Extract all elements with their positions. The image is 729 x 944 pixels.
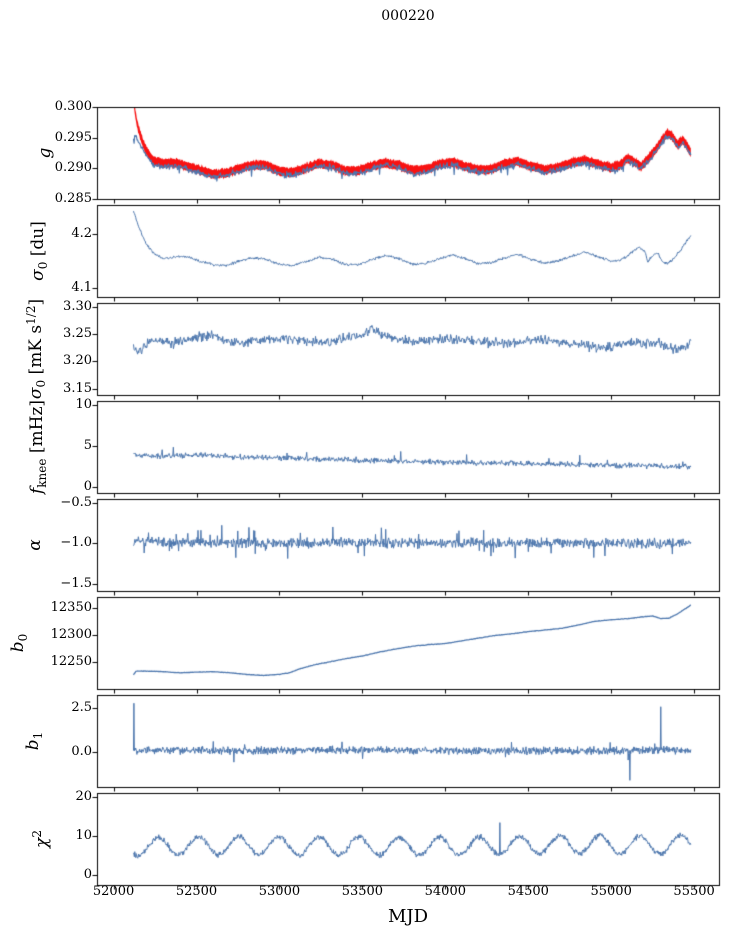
- x-axis-label: MJD: [387, 906, 429, 927]
- y-axis-label-f_knee: $f_{knee}$ [mHz]: [27, 399, 49, 495]
- y-tick-label: 3.15: [63, 381, 92, 396]
- y-tick-label: 0.295: [54, 130, 92, 145]
- y-tick-label: 0.300: [54, 99, 92, 114]
- y-tick-label: 4.2: [71, 226, 92, 241]
- y-tick-label: 12250: [50, 654, 92, 669]
- y-tick-label: 0.290: [54, 160, 92, 175]
- y-tick-label: 12350: [50, 600, 92, 615]
- y-axis-label-b1: $b_1$: [23, 731, 45, 751]
- y-tick-label: 10: [75, 397, 92, 412]
- y-tick-label: 20: [75, 789, 92, 804]
- y-tick-label: 5: [83, 438, 92, 453]
- y-tick-label: 0.0: [71, 744, 92, 759]
- x-tick-label: 52500: [175, 884, 218, 899]
- y-tick-label: 2.5: [71, 700, 92, 715]
- x-tick-label: 53000: [258, 884, 301, 899]
- x-tick-label: 52000: [92, 884, 135, 899]
- y-axis-label-g: g: [35, 147, 55, 159]
- y-tick-label: −1.0: [60, 535, 92, 550]
- y-tick-label: 3.20: [63, 353, 92, 368]
- y-axis-label-chi2: $\chi^2$: [30, 830, 52, 848]
- y-tick-label: −0.5: [60, 495, 92, 510]
- y-axis-label-sigma0_du: $\sigma_0$ [du]: [28, 221, 50, 281]
- y-axis-label-b0: $b_0$: [8, 633, 30, 653]
- y-tick-label: 10: [75, 828, 92, 843]
- y-tick-label: 12300: [50, 627, 92, 642]
- x-tick-label: 55500: [673, 884, 715, 899]
- x-tick-label: 54500: [507, 884, 549, 899]
- y-tick-label: 0: [83, 479, 92, 494]
- y-tick-label: 0: [83, 867, 92, 882]
- y-tick-label: 0.285: [54, 191, 92, 206]
- x-tick-label: 53500: [341, 884, 384, 899]
- x-tick-label: 54000: [424, 884, 466, 899]
- y-tick-label: −1.5: [60, 576, 92, 591]
- y-tick-label: 3.25: [63, 326, 92, 341]
- figure-title: 000220: [381, 8, 435, 24]
- y-axis-label-sigma0_mK: $\sigma_0$ [mK $s^{1/2}$]: [24, 298, 48, 400]
- y-tick-label: 4.1: [71, 280, 92, 295]
- y-tick-label: 3.30: [63, 299, 92, 314]
- x-tick-label: 55000: [590, 884, 632, 899]
- y-axis-label-alpha: α: [25, 539, 45, 551]
